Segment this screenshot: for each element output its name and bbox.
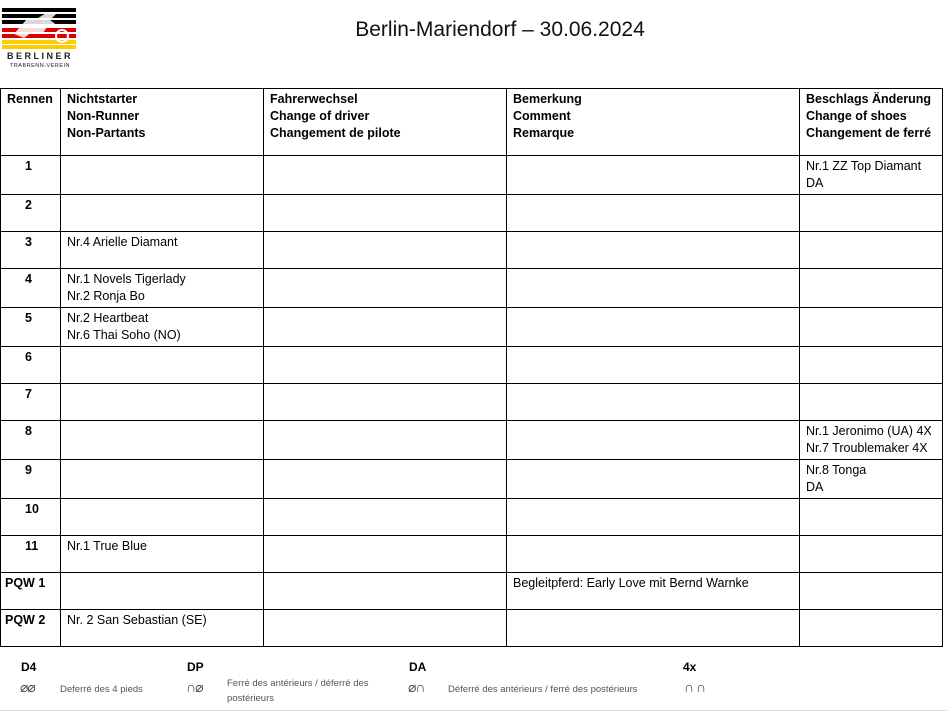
beschlag-cell [800,573,943,610]
table-row [1,156,943,195]
race-number-cell: 8 [1,421,61,460]
bemerkung-cell [507,347,800,384]
beschlag-entry: Nr.1 Jeronimo (UA) 4X [806,424,932,438]
table-header-row [1,89,943,156]
beschlag-entry: Nr.8 Tonga [806,463,867,477]
nichtstarter-entry: Nr.2 Heartbeat [67,311,149,325]
logo-name: BERLINER [6,51,73,61]
race-number-cell: PQW 2 [1,610,61,647]
header-line: Non-Runner [67,109,140,123]
fahrerwechsel-cell [264,384,507,421]
fahrerwechsel-cell [264,460,507,499]
nichtstarter-cell [61,347,264,384]
bemerkung-cell [507,232,800,269]
table-row [1,308,943,347]
header-line: Changement de ferré [806,126,932,140]
race-number-cell: 1 [1,156,61,195]
fahrerwechsel-cell [264,269,507,308]
nichtstarter-cell [61,573,264,610]
beschlag-cell [800,610,943,647]
table-body [1,156,943,647]
bemerkung-cell [507,156,800,195]
fahrerwechsel-cell [264,347,507,384]
legend-code-dp: DP [187,660,204,674]
bemerkung-cell [507,195,800,232]
nichtstarter-cell [61,384,264,421]
beschlag-entry: DA [806,176,824,190]
header-beschlag [800,89,943,156]
nichtstarter-cell [61,308,264,347]
fahrerwechsel-cell [264,499,507,536]
race-number-cell: 2 [1,195,61,232]
fahrerwechsel-cell [264,421,507,460]
nichtstarter-cell [61,421,264,460]
beschlag-cell [800,269,943,308]
race-changes-table [0,88,943,647]
header-line: Changement de pilote [270,126,401,140]
race-number-cell: 9 [1,460,61,499]
race-number-cell: 10 [1,499,61,536]
fahrerwechsel-cell [264,232,507,269]
bemerkung-entry: Begleitpferd: Early Love mit Bernd Warnke [513,576,749,590]
bemerkung-cell [507,460,800,499]
header-line: Beschlags Änderung [806,92,932,106]
beschlag-cell [800,536,943,573]
table-row [1,347,943,384]
header-fahrerwechsel [264,89,507,156]
bemerkung-cell [507,610,800,647]
race-number-cell: 7 [1,384,61,421]
legend-code-d4: D4 [21,660,37,674]
header-line: Change of driver [270,109,370,123]
header-line: Remarque [513,126,575,140]
nichtstarter-entry: Nr.1 True Blue [67,539,147,553]
header-line: Non-Partants [67,126,146,140]
table-row [1,232,943,269]
table-row [1,460,943,499]
race-number-cell: 6 [1,347,61,384]
legend-text-d4: Deferré des 4 pieds [60,684,143,695]
table-row [1,536,943,573]
nichtstarter-cell [61,536,264,573]
nichtstarter-entry: Nr. 2 San Sebastian (SE) [67,613,207,627]
header-line: Fahrerwechsel [270,92,358,106]
header-line: Nichtstarter [67,92,138,106]
beschlag-cell [800,156,943,195]
bemerkung-cell [507,573,800,610]
unshod-front-and-hind-icon: ⌀⌀ [20,679,35,695]
fahrerwechsel-cell [264,308,507,347]
nichtstarter-entry: Nr.2 Ronja Bo [67,289,145,303]
table-row [1,384,943,421]
beschlag-cell [800,308,943,347]
legend-text-da: Déferré des antérieurs / ferré des postérieurs [448,684,638,695]
logo-subtitle: TRABRENN-VEREIN [9,63,71,69]
nichtstarter-entry: Nr.6 Thai Soho (NO) [67,328,181,342]
fahrerwechsel-cell [264,610,507,647]
legend-text-dp: Ferré des antérieurs / déferré des postérieurs [227,678,369,704]
race-number-cell: 5 [1,308,61,347]
legend-code-da: DA [409,660,427,674]
fahrerwechsel-cell [264,573,507,610]
bemerkung-cell [507,536,800,573]
fahrerwechsel-cell [264,195,507,232]
beschlag-entry: Nr.1 ZZ Top Diamant [806,159,922,173]
race-number-cell: 4 [1,269,61,308]
table-row [1,421,943,460]
beschlag-cell [800,195,943,232]
header-line: Change of shoes [806,109,907,123]
unshod-hind-icon: ∩⌀ [186,679,203,695]
beschlag-cell [800,460,943,499]
beschlag-cell [800,384,943,421]
table-row [1,499,943,536]
bemerkung-cell [507,384,800,421]
nichtstarter-cell [61,610,264,647]
fahrerwechsel-cell [264,536,507,573]
beschlag-cell [800,347,943,384]
nichtstarter-entry: Nr.4 Arielle Diamant [67,235,178,249]
beschlag-cell [800,421,943,460]
shod-four-icon: ∩ ∩ [684,679,706,695]
nichtstarter-entry: Nr.1 Novels Tigerlady [67,272,186,286]
nichtstarter-cell [61,460,264,499]
fahrerwechsel-cell [264,156,507,195]
legend-code-4x: 4x [683,660,697,674]
bemerkung-cell [507,499,800,536]
unshod-front-icon: ⌀∩ [408,679,425,695]
nichtstarter-cell [61,156,264,195]
beschlag-cell [800,232,943,269]
bemerkung-cell [507,421,800,460]
race-number-cell: 3 [1,232,61,269]
race-number-cell: PQW 1 [1,573,61,610]
header-rennen [1,89,61,156]
beschlag-entry: DA [806,480,824,494]
nichtstarter-cell [61,232,264,269]
bemerkung-cell [507,269,800,308]
page-title: Berlin-Mariendorf – 30.06.2024 [355,18,645,41]
page-bottom-divider [0,710,947,711]
table-row [1,610,943,647]
bemerkung-cell [507,308,800,347]
nichtstarter-cell [61,195,264,232]
table-row [1,195,943,232]
beschlag-entry: Nr.7 Troublemaker 4X [806,441,928,455]
nichtstarter-cell [61,499,264,536]
table-row [1,269,943,308]
header-nichtstarter [61,89,264,156]
table-row [1,573,943,610]
race-number-cell: 11 [1,536,61,573]
header-line: Bemerkung [513,92,582,106]
header-line: Comment [513,109,571,123]
beschlag-cell [800,499,943,536]
header-line: Rennen [7,92,53,106]
shoeing-legend [0,655,947,714]
header-bemerkung [507,89,800,156]
nichtstarter-cell [61,269,264,308]
